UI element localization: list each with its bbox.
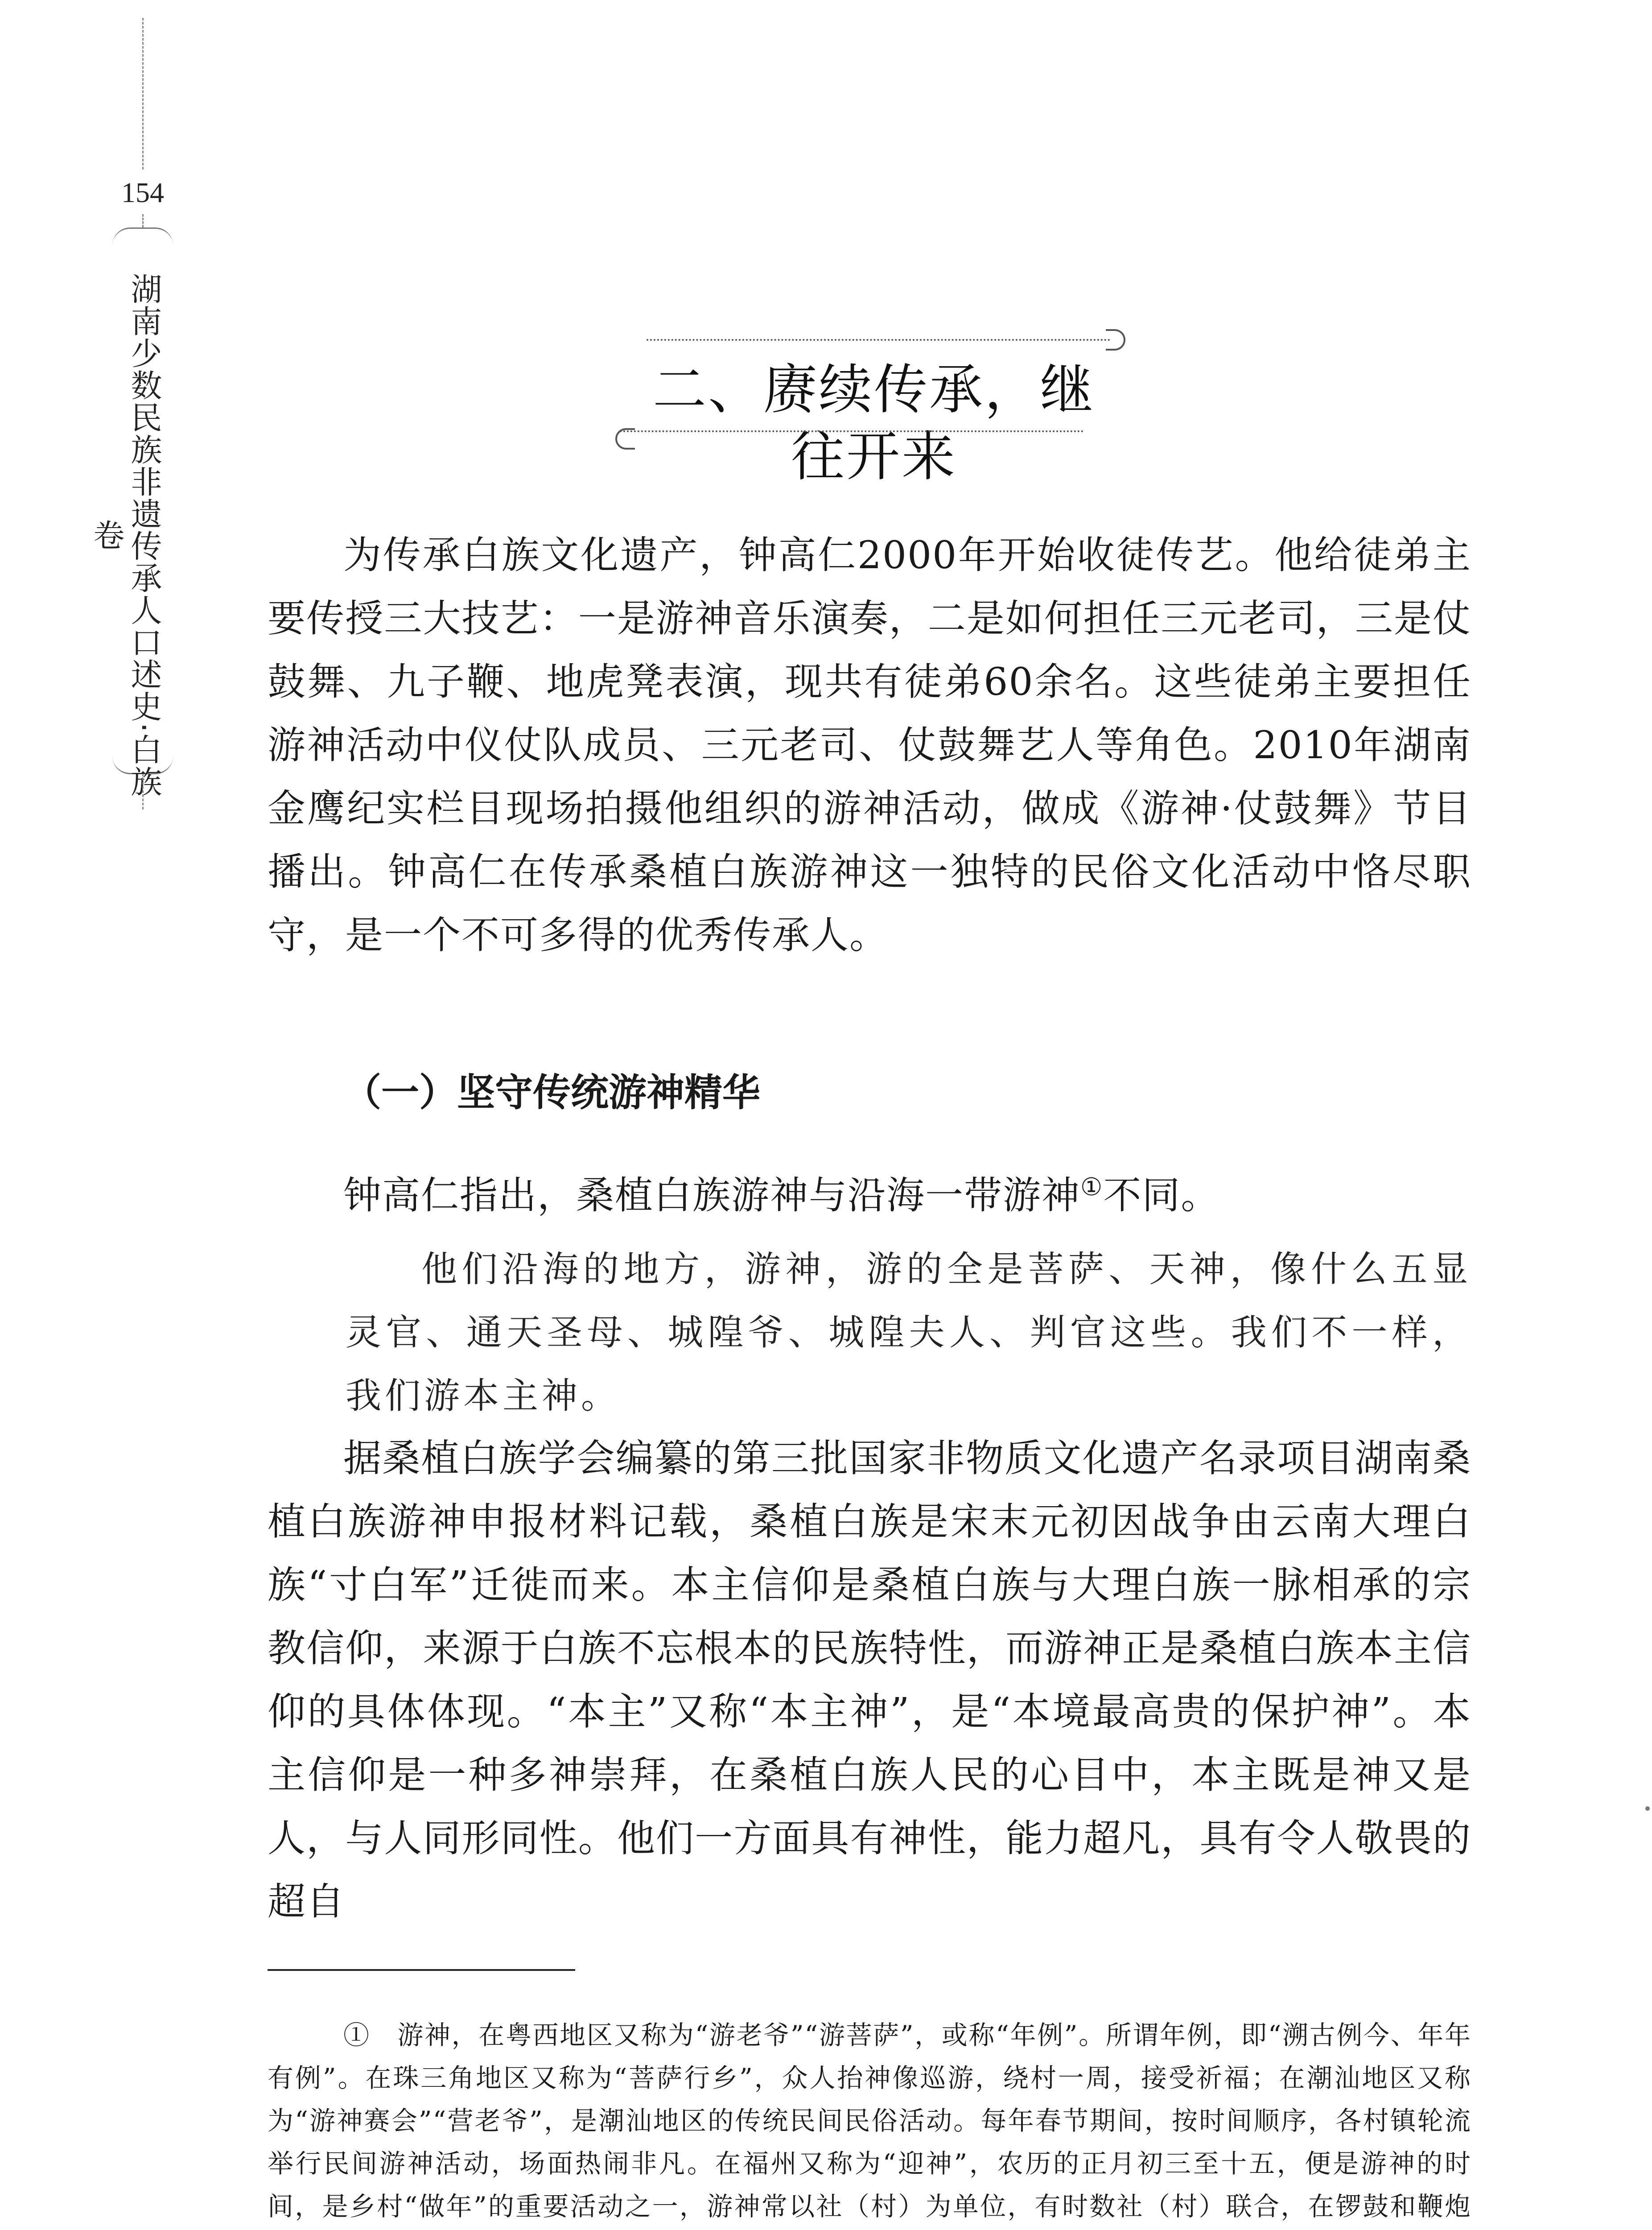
section-heading: 二、赓续传承，继往开来 [653, 359, 1095, 488]
footnote-divider [268, 1969, 575, 1971]
margin-rule-mid [142, 214, 144, 227]
intro-paragraph: 为传承白族文化遗产，钟高仁2000年开始收徒传艺。他给徒弟主要传授三大技艺：一是游神音乐演奏，二是如何担任三元老司，三是仗鼓舞、九子鞭、地虎凳表演，现共有徒弟60余名。这些徒弟主要担任游神活动中仪仗队成员、三元老司、仗鼓舞艺人等角色。2010年湖南金鹰纪实栏目现场拍摄他组织的游神活动，做成《游神·仗鼓舞》节目播出。钟高仁在传承桑植白族游神这一独特的民俗文化活动中恪尽职守，是一个不可多得的优秀传承人。 [268, 533, 1471, 958]
quote-text: 他们沿海的地方，游神，游的全是菩萨、天神，像什么五显灵官、通天圣母、城隍爷、城隍夫人、判官这些。我们不一样，我们游本主神。 [346, 1248, 1471, 1416]
lead-sentence-text: 钟高仁指出，桑植白族游神与沿海一带游神 [343, 1173, 1081, 1218]
lead-sentence [268, 1155, 1471, 1227]
margin-rule-top [142, 18, 144, 169]
section-heading-frame [620, 339, 1133, 488]
lead-sentence-block [268, 1155, 1471, 1227]
heading-rule-bottom [620, 430, 1083, 432]
footnote-marker: ① [1080, 1173, 1104, 1201]
body-paragraph: 据桑植白族学会编纂的第三批国家非物质文化遗产名录项目湖南桑植白族游神申报材料记载，桑植白族是宋末元初因战争由云南大理白族“寸白军”迁徙而来。本主信仰是桑植白族与大理白族一脉相承的宗教信仰，来源于白族不忘根本的民族特性，而游神正是桑植白族本主信仰的具体体现。“本主”又称“本主神”，是“本境最高贵的保护神”。本主信仰是一种多神崇拜，在桑植白族人民的心目中，本主既是神又是人，与人同形同性。他们一方面具有神性，能力超凡，具有令人敬畏的超自 [268, 1437, 1471, 1924]
lead-sentence-tail: 不同。 [1103, 1173, 1220, 1218]
subsection-heading: （一）坚守传统游神精华 [343, 1071, 761, 1115]
scan-speck [1645, 1806, 1650, 1811]
page-number: 154 [121, 177, 164, 208]
heading-rule-top [647, 339, 1110, 341]
footnote: ① 游神，在粤西地区又称为“游老爷”“游菩萨”，或称“年例”。所谓年例，即“溯古例今、年年有例”。在珠三角地区又称为“菩萨行乡”，众人抬神像巡游，绕村一周，接受祈福；在潮汕地区又称为“游神赛会”“营老爷”，是潮汕地区的传统民间民俗活动。每年春节期间，按时间顺序，各村镇轮流举行民间游神活动，场面热闹非凡。在福州又称为“迎神”，农历的正月初三至十五，便是游神的时间，是乡村“做年”的重要活动之一，游神常以社（村）为单位，有时数社（村）联合，在锣鼓和鞭炮 [268, 2020, 1471, 2222]
heading-ornament-left [615, 428, 635, 450]
interview-quote [346, 1238, 1471, 1428]
margin-rule-bottom [142, 774, 144, 809]
intro-paragraph-block [268, 524, 1471, 967]
heading-ornament-right [1106, 329, 1125, 351]
body-paragraph-block [268, 1427, 1471, 1934]
running-book-title: 湖南少数民族非遗传承人口述史·白族卷 [88, 273, 162, 798]
side-margin [89, 0, 169, 812]
